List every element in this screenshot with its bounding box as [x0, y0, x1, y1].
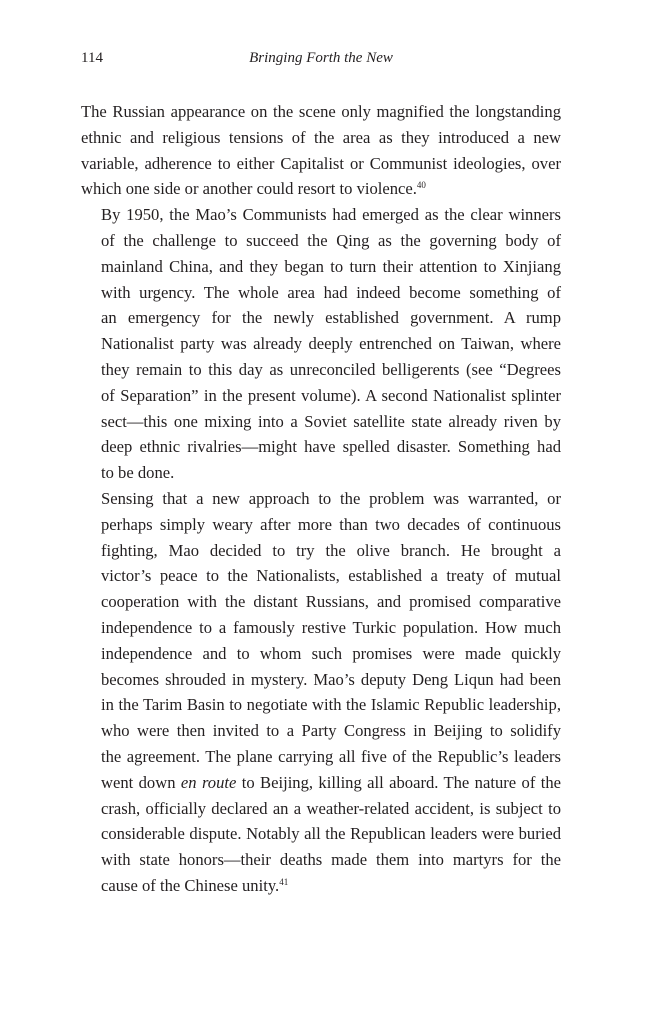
text-line: mainland China, and they began to turn their attention to Xinjiang: [101, 256, 561, 276]
page-number: 114: [81, 50, 103, 66]
text-line: independence and to whom such promises were made quickly: [101, 643, 561, 663]
text-line: considerable dispute. Notably all the Republican leaders were buried: [101, 824, 561, 844]
text-line-content: cause of the Chinese unity.: [101, 875, 280, 895]
text-line: deep ethnic rivalries—might have spelled disaster. Something had: [101, 437, 561, 457]
text-line: they remain to this day as unreconciled belligerents (see “Degrees: [101, 359, 561, 379]
text-line: cooperation with the distant Russians, and promised comparative: [101, 592, 561, 612]
text-line: crash, officially declared an a weather-related accident, is subject to: [101, 798, 561, 818]
text-line: By 1950, the Mao’s Communists had emerged as the clear winners: [101, 205, 561, 225]
text-line: an emergency for the newly established government. A rump: [101, 308, 561, 328]
text-fragment: went down: [101, 772, 181, 792]
running-header: [81, 50, 561, 74]
text-line: variable, adherence to either Capitalist or Communist ideologies, over: [81, 153, 561, 173]
text-fragment: to Beijing, killing all aboard. The nature of the: [236, 772, 561, 792]
text-line: to be done.: [101, 463, 175, 483]
text-line: with urgency. The whole area had indeed become something of: [101, 282, 561, 302]
text-line: of the challenge to succeed the Qing as the governing body of: [101, 230, 561, 250]
paragraph-2: [81, 202, 561, 486]
text-line: ethnic and religious tensions of the area as they introduced a new: [81, 127, 561, 147]
text-line: [81, 770, 561, 796]
paragraph-3: [81, 486, 561, 899]
text-line: independence to a famously restive Turkic population. How much: [101, 617, 561, 637]
text-line: sect—this one mixing into a Soviet satellite state already riven by: [101, 411, 561, 431]
text-line: perhaps simply weary after more than two decades of continuous: [101, 514, 561, 534]
italic-phrase: en route: [180, 772, 237, 792]
text-line: [81, 873, 561, 899]
running-title: Bringing Forth the New: [249, 50, 393, 66]
text-line: in the Tarim Basin to negotiate with the Islamic Republic leadership,: [101, 695, 561, 715]
paragraph-1: [81, 99, 561, 202]
text-line: of Separation” in the present volume). A second Nationalist splinter: [101, 385, 561, 405]
footnote-marker: 40: [416, 180, 426, 191]
text-line: The Russian appearance on the scene only magnified the longstanding: [81, 102, 561, 121]
text-line: the agreement. The plane carrying all five of the Republic’s leaders: [101, 746, 561, 766]
text-line: Nationalist party was already deeply entrenched on Taiwan, where: [101, 334, 561, 354]
text-line: who were then invited to a Party Congress in Beijing to solidify: [101, 721, 561, 741]
footnote-marker: 41: [279, 876, 289, 887]
text-line: with state honors—their deaths made them into martyrs for the: [101, 850, 561, 870]
text-line-content: which one side or another could resort to violence.: [81, 179, 417, 199]
text-line: fighting, Mao decided to try the olive branch. He brought a: [101, 540, 561, 560]
text-line: Sensing that a new approach to the problem was warranted, or: [101, 488, 561, 508]
text-line: becomes shrouded in mystery. Mao’s deputy Deng Liqun had been: [101, 669, 561, 689]
body-text: [81, 99, 561, 899]
text-line: victor’s peace to the Nationalists, established a treaty of mutual: [101, 566, 561, 586]
text-line: [81, 176, 561, 202]
